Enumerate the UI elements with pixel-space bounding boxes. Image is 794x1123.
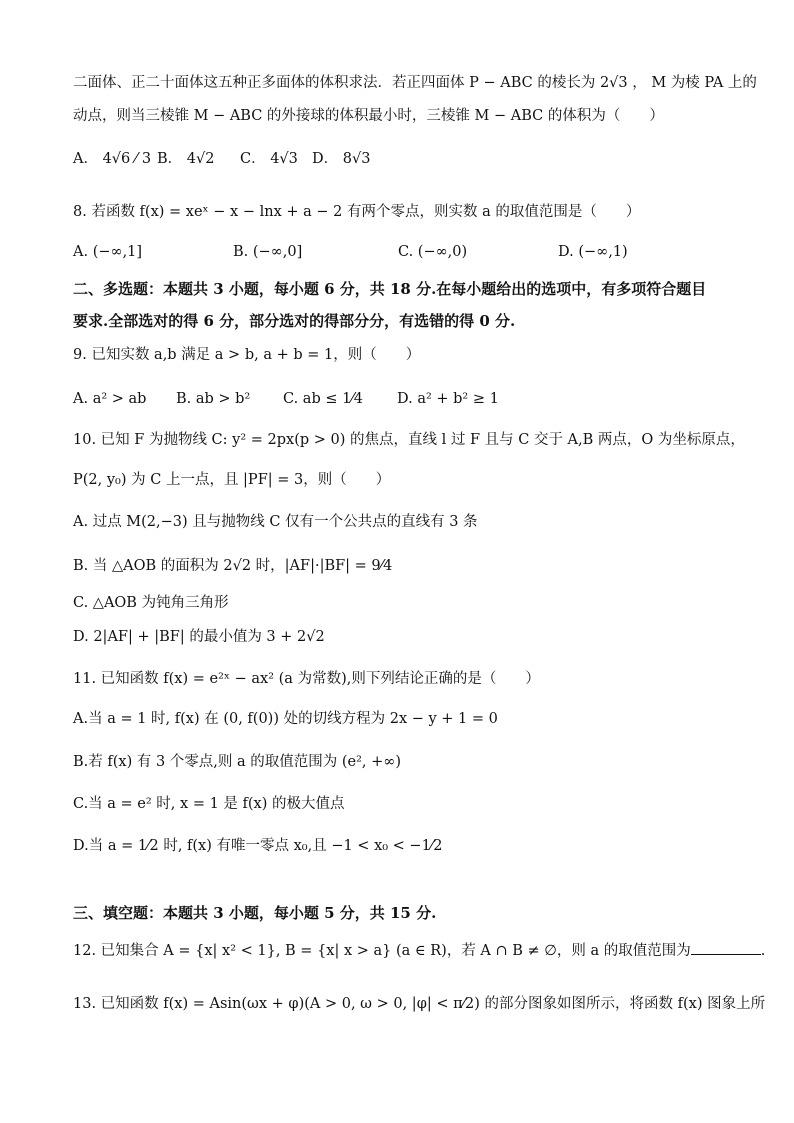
section2-heading-line2: 要求.全部选对的得 6 分，部分选对的得部分分，有选错的得 0 分. [73, 312, 516, 330]
q10-stem-line1: 10. 已知 F 为抛物线 C: y² = 2px(p > 0) 的焦点，直线 l 过 F 且与 C 交于 A,B 两点，O 为坐标原点， [73, 432, 745, 448]
q11-option-c: C.当 a = e² 时, x = 1 是 f(x) 的极大值点 [73, 796, 345, 812]
q12-end: . [760, 943, 766, 959]
q10-option-c: C. △AOB 为钝角三角形 [73, 595, 229, 611]
q11-option-d: D.当 a = 1⁄2 时, f(x) 有唯一零点 x₀,且 −1 < x₀ < −1⁄2 [73, 838, 443, 854]
q8-option-d: D. (−∞,1) [558, 244, 628, 260]
q9-option-d: D. a² + b² ≥ 1 [397, 391, 499, 407]
q10-stem-line2: P(2, y₀) 为 C 上一点，且 |PF| = 3，则（ ） [73, 472, 391, 488]
section2-heading-line1: 二、多选题：本题共 3 小题，每小题 6 分，共 18 分.在每小题给出的选项中，有多项符合题目 [73, 280, 707, 298]
q12-answer-blank[interactable] [691, 940, 761, 955]
q10-option-b: B. 当 △AOB 的面积为 2√2 时，|AF|·|BF| = 9⁄4 [73, 558, 393, 574]
q11-option-a: A.当 a = 1 时, f(x) 在 (0, f(0)) 处的切线方程为 2x − y + 1 = 0 [73, 711, 498, 727]
q8-option-a: A. (−∞,1] [73, 244, 143, 260]
q8-option-b: B. (−∞,0] [233, 244, 303, 260]
q12-text: 12. 已知集合 A = {x| x² < 1}, B = {x| x > a} (a ∈ R)，若 A ∩ B ≠ ∅，则 a 的取值范围为 [73, 943, 691, 959]
q9-option-b: B. ab > b² [176, 391, 251, 407]
q10-option-d: D. 2|AF| + |BF| 的最小值为 3 + 2√2 [73, 629, 325, 645]
q11-option-b: B.若 f(x) 有 3 个零点,则 a 的取值范围为 (e², +∞) [73, 754, 402, 770]
q7-option-c: C． 4√3 [240, 151, 298, 167]
q7-option-a: A． 4√6 ⁄ 3 [73, 151, 152, 167]
q11-stem: 11. 已知函数 f(x) = e²ˣ − ax² (a 为常数),则下列结论正确的是（ ） [73, 671, 540, 687]
q7-text-line1: 二面体、正二十面体这五种正多面体的体积求法．若正四面体 P − ABC 的棱长为 2√3 ， M 为棱 PA 上的 [73, 75, 757, 91]
q9-option-c: C. ab ≤ 1⁄4 [283, 391, 363, 407]
section3-heading: 三、填空题：本题共 3 小题，每小题 5 分，共 15 分. [73, 904, 437, 922]
q13-stem: 13. 已知函数 f(x) = Asin(ωx + φ)(A > 0, ω > 0, |φ| < π⁄2) 的部分图象如图所示，将函数 f(x) 图象上所 [73, 996, 766, 1012]
q7-option-d: D． 8√3 [312, 151, 371, 167]
q12-stem [73, 940, 765, 961]
q7-text-line2: 动点，则当三棱锥 M − ABC 的外接球的体积最小时，三棱锥 M − ABC 的体积为（ ） [73, 108, 664, 124]
q9-stem: 9. 已知实数 a,b 满足 a > b, a + b = 1，则（ ） [73, 347, 421, 363]
q7-option-b: B． 4√2 [157, 151, 215, 167]
q9-option-a: A. a² > ab [73, 391, 147, 407]
q8-stem: 8. 若函数 f(x) = xeˣ − x − lnx + a − 2 有两个零点，则实数 a 的取值范围是（ ） [73, 204, 641, 220]
q8-option-c: C. (−∞,0) [398, 244, 468, 260]
q10-option-a: A. 过点 M(2,−3) 且与抛物线 C 仅有一个公共点的直线有 3 条 [73, 514, 478, 530]
